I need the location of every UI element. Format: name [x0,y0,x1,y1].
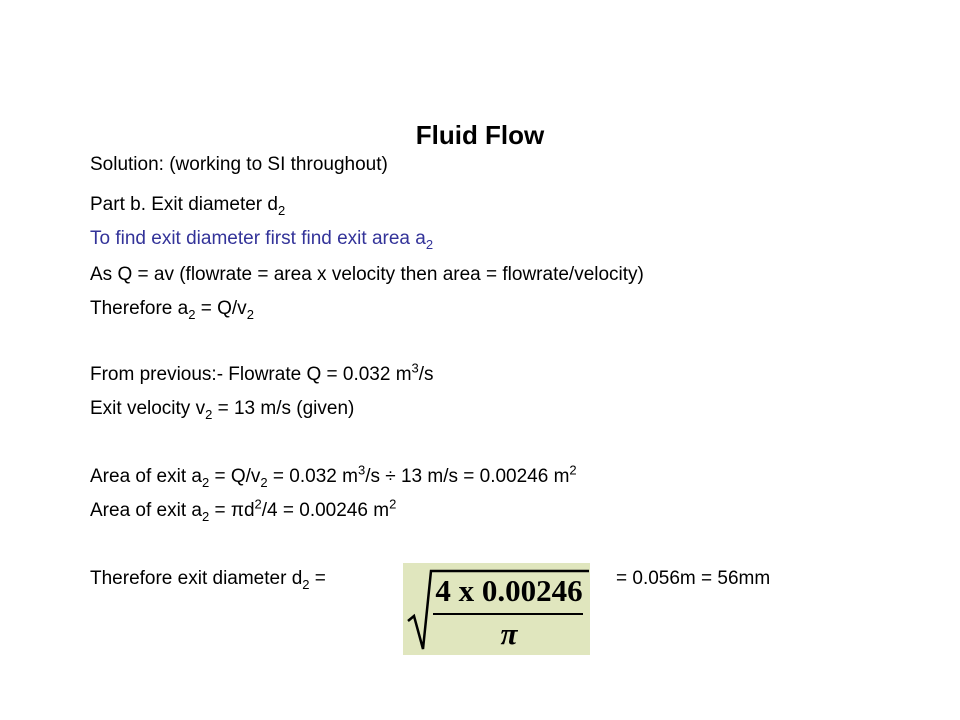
equals-sign: = [309,568,326,589]
area-calc-line [90,462,577,490]
flowrate-relation-text: As Q = av (flowrate = area x velocity then area = flowrate/velocity) [90,264,644,285]
exit-velocity-value: = 13 m/s (given) [212,398,355,419]
solution-text: Solution: (working to SI throughout) [90,154,388,175]
subscript: 2 [425,236,434,252]
area-calc-text: Area of exit a [90,466,202,487]
exit-diameter-result [616,568,770,590]
formula-numerator: 4 x 0.00246 [435,573,583,608]
previous-flowrate-unit: /s [418,364,434,385]
area-pi-text: Area of exit a [90,500,202,521]
area-calc-text-3: = 0.032 m [267,466,358,487]
find-area-line [90,228,433,250]
superscript: 2 [389,496,397,512]
therefore-area-text-2: = Q/v [195,298,247,319]
flowrate-relation-line [90,264,644,286]
exit-velocity-line [90,398,354,420]
subscript: 2 [302,576,310,592]
part-b-line [90,194,285,216]
subscript: 2 [201,474,210,490]
subscript: 2 [188,306,196,322]
exit-diameter-result-text: = 0.056m = 56mm [616,568,771,589]
subscript: 2 [201,508,210,524]
exit-velocity-text: Exit velocity v [90,398,206,419]
exit-diameter-line [90,568,326,590]
slide-title: Fluid Flow [415,120,545,150]
solution-line [90,154,388,176]
previous-flowrate-text: From previous:- Flowrate Q = 0.032 m [90,364,412,385]
therefore-area-text: Therefore a [90,298,189,319]
subscript: 2 [246,306,254,322]
formula-denominator: π [500,616,518,651]
superscript: 2 [254,496,262,512]
area-pi-line [90,496,397,524]
superscript: 3 [357,462,366,478]
therefore-area-line [90,298,254,320]
sqrt-formula-box [403,563,590,655]
part-b-text: Part b. Exit diameter d [90,194,278,215]
area-calc-text-2: = Q/v [209,466,261,487]
area-pi-text-3: /4 = 0.00246 m [261,500,390,521]
area-pi-text-2: = πd [209,500,255,521]
exit-diameter-text: Therefore exit diameter d [90,568,303,589]
find-area-text: To find exit diameter first find exit area a [90,228,426,249]
subscript: 2 [205,406,213,422]
area-calc-text-4: /s ÷ 13 m/s = 0.00246 m [365,466,570,487]
subscript: 2 [260,474,268,490]
previous-flowrate-line [90,360,434,386]
superscript: 3 [411,360,419,376]
superscript: 2 [569,462,577,478]
subscript: 2 [277,202,286,218]
